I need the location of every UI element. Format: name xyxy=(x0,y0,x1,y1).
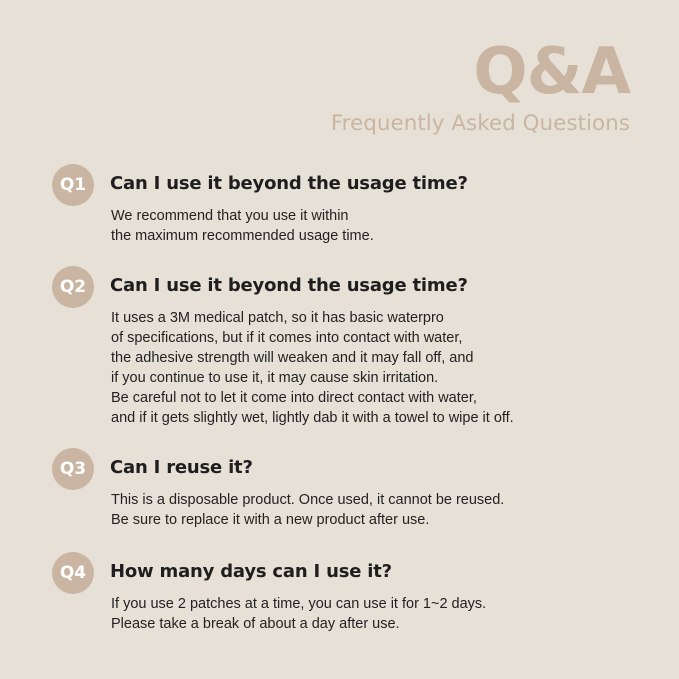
answer-line: This is a disposable product. Once used, it cannot be reused. xyxy=(111,492,505,508)
answer-text xyxy=(111,490,504,530)
question-badge: Q4 xyxy=(52,552,94,594)
answer-line: and if it gets slightly wet, lightly dab it with a towel to wipe it off. xyxy=(111,410,514,426)
question-text: Can I use it beyond the usage time? xyxy=(110,173,468,194)
answer-line: If you use 2 patches at a time, you can use it for 1~2 days. xyxy=(111,596,487,612)
answer-line: Be sure to replace it with a new product after use. xyxy=(111,512,430,528)
answer-text xyxy=(111,206,374,246)
answer-text xyxy=(111,308,514,428)
answer-line: It uses a 3M medical patch, so it has basic waterpro xyxy=(111,310,444,326)
answer-line: We recommend that you use it within xyxy=(111,208,349,224)
answer-line: Be careful not to let it come into direct contact with water, xyxy=(111,390,477,406)
question-badge: Q1 xyxy=(52,164,94,206)
answer-line: of specifications, but if it comes into contact with water, xyxy=(111,330,463,346)
question-text: How many days can I use it? xyxy=(110,561,392,582)
question-badge: Q2 xyxy=(52,266,94,308)
page-title: Q&A xyxy=(473,35,630,109)
question-text: Can I reuse it? xyxy=(110,457,253,478)
answer-line: the adhesive strength will weaken and it may fall off, and xyxy=(111,350,474,366)
answer-line: the maximum recommended usage time. xyxy=(111,228,374,244)
question-badge: Q3 xyxy=(52,448,94,490)
question-text: Can I use it beyond the usage time? xyxy=(110,275,468,296)
answer-line: if you continue to use it, it may cause skin irritation. xyxy=(111,370,439,386)
answer-text xyxy=(111,594,486,634)
page-subtitle: Frequently Asked Questions xyxy=(330,111,630,136)
answer-line: Please take a break of about a day after use. xyxy=(111,616,400,632)
